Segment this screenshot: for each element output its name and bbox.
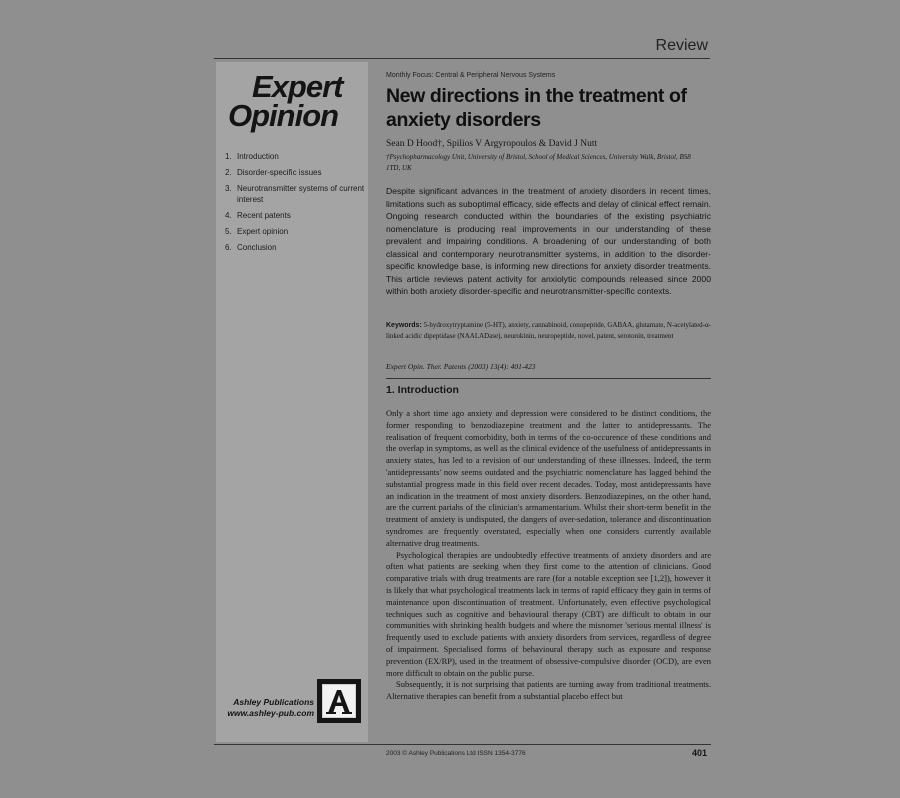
logo-a-icon: [325, 687, 353, 715]
publisher-url[interactable]: www.ashley-pub.com: [227, 708, 314, 718]
journal-title: [228, 69, 368, 133]
toc-label: Disorder-specific issues: [237, 168, 322, 177]
keywords: [386, 320, 711, 342]
toc-number: 2.: [225, 168, 232, 177]
keywords-list: 5-hydroxytryptamine (5-HT), anxiety, cannabinoid, conopeptide, GABAA, glutamate, N-acetylated-α-linked acidic dipeptidase (NAALADase), neurokinin, neuropeptide, novel, patent, serotonin, treatment: [386, 321, 711, 340]
body-text: [386, 408, 711, 703]
toc-item[interactable]: [225, 151, 365, 162]
toc-number: 4.: [225, 211, 232, 220]
article-title-line1: New directions in the treatment of: [386, 85, 687, 107]
toc-item[interactable]: [225, 210, 365, 221]
authors: Sean D Hood†, Spilios V Argyropoulos & David J Nutt: [386, 139, 598, 149]
toc-number: 1.: [225, 152, 232, 161]
paragraph: Subsequently, it is not surprising that patients are turning away from traditional treatments. Alternative therapies can benefit from a substantial placebo effect but: [386, 679, 711, 702]
toc-number: 3.: [225, 184, 232, 193]
publisher-info: [224, 697, 314, 719]
paragraph: Psychological therapies are undoubtedly effective treatments of anxiety disorders and are often what patients are seeking when they first come to the attention of clinicians. Good comparative trials with drug treatments are rare (for a notable exception see [1,2]), however it is likely that what psychological treatments lack in terms of rapid efficacy they gain in terms of maintenance upon discontinuation of treatment. Unfortunately, even effective psychological techniques such as cognitive and behavioural therapy (CBT) are difficult to obtain in our communities with shrinking health budgets and where the misnomer 'serious mental illness' is frequently used to exclude patients with anxiety disorders from services, regardless of degree of impairment. Specialised forms of behavioural therapy such as exposure and response prevention (EX/RP), used in the treatment of obsessive-compulsive disorder (OCD), are even more difficult to obtain on the public purse.: [386, 549, 711, 678]
logo-emblem: [322, 684, 356, 718]
abstract: Despite significant advances in the treatment of anxiety disorders in recent times, limitations such as suboptimal efficacy, side effects and delay of clinical effect remain. Ongoing research conducted within the boundaries of the existing psychiatric nomenclature is producing real improvements in our understanding of these prevalent and impairing conditions. A broadening of our understanding of both classical and contemporary neurotransmitter systems, in addition to the disorder-specific knowledge base, is informing new directions for anxiety disorder treatments. This article reviews patent activity for anxiolytic compounds released since 2000 within both anxiety disorder-specific and neurotransmitter-specific contexts.: [386, 186, 711, 296]
toc-item[interactable]: [225, 167, 365, 178]
toc-label: Expert opinion: [237, 227, 289, 236]
page-number: 401: [692, 748, 708, 758]
publisher-logo: [317, 679, 361, 723]
journal-title-line2: Opinion: [228, 98, 339, 133]
paragraph: Only a short time ago anxiety and depression were considered to be distinct conditions, the former responding to benzodiazepine treatment and the latter to antidepressants. The realisation of frequent comorbidity, both in terms of the co-occurence of these conditions and the overlap in symptoms, as well as the clinical evidence of the usefulness of antidepressants in anxiety states, has led to a revision of our understanding of these illnesses. Indeed, the term 'antidepressants' now seems outdated and the psychiatric nomenclature has lagged behind the substantial progress made in this field over recent decades. Today, most antidepressants have an indication in the treatment of most anxiety disorders. Benzodiazepines, on the other hand, are the current pariahs of the clinician's armamentarium. Whilst their short-term benefit in the treatment of anxiety is undisputed, the dangers of over-sedation, tolerance and discontinuation syndromes are frequently overstated, especially when one considers currently available alternative drug treatments.: [386, 408, 711, 548]
toc-number: 6.: [225, 243, 232, 252]
section-heading: 1. Introduction: [386, 384, 459, 396]
toc-label: Recent patents: [237, 211, 291, 220]
section-divider: [386, 378, 711, 379]
toc-number: 5.: [225, 227, 232, 236]
citation: Expert Opin. Ther. Patents (2003) 13(4): 401-423: [386, 362, 536, 371]
monthly-focus: Monthly Focus: Central & Peripheral Nervous Systems: [386, 72, 556, 79]
toc-item[interactable]: [225, 226, 365, 237]
affiliation: †Psychopharmacology Unit, University of Bristol, School of Medical Sciences, University Walk, Bristol, BS8 1TD, UK: [386, 153, 691, 172]
section-label: Review: [655, 37, 708, 54]
publisher-name: Ashley Publications: [233, 697, 314, 707]
keywords-label: Keywords:: [386, 322, 422, 329]
toc-label: Neurotransmitter systems of current interest: [237, 184, 365, 204]
article-title: [386, 84, 711, 132]
article-title-line2: anxiety disorders: [386, 109, 541, 131]
copyright-line: 2003 © Ashley Publications Ltd ISSN 1354-3776: [386, 750, 526, 757]
table-of-contents: [225, 151, 365, 258]
bottom-divider: [214, 744, 711, 745]
toc-item[interactable]: [225, 183, 365, 205]
top-divider: [214, 58, 710, 59]
journal-title-line1: Expert: [252, 69, 343, 104]
toc-label: Conclusion: [237, 243, 277, 252]
toc-item[interactable]: [225, 242, 365, 253]
toc-label: Introduction: [237, 152, 279, 161]
